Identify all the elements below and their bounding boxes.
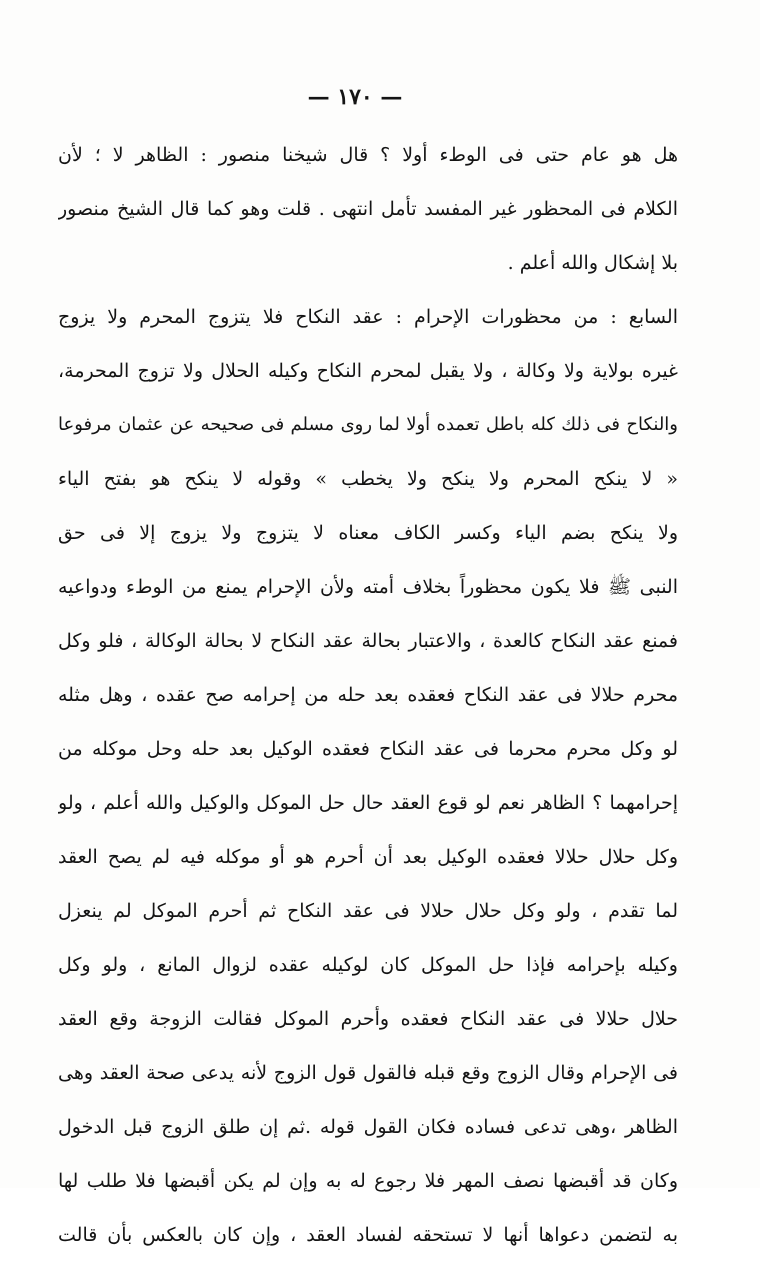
text-line: السابع : من محظورات الإحرام : عقد النكاح فلا يتزوج المحرم ولا يزوج <box>58 306 678 328</box>
text-line: فمنع عقد النكاح كالعدة ، والاعتبار بحالة عقد النكاح لا بحالة الوكالة ، فلو وكل <box>58 630 678 652</box>
text-line: محرم حلالا فى عقد النكاح فعقده بعد حله من إحرامه صح عقده ، وهل مثله <box>58 684 678 706</box>
text-line: والنكاح فى ذلك كله باطل تعمده أولا لما روى مسلم فى صحيحه عن عثمان مرفوعا <box>58 414 678 435</box>
text-line: وكل حلال حلالا فعقده الوكيل بعد أن أحرم هو أو موكله فيه لم يصح العقد <box>58 846 678 868</box>
text-line: غيره بولاية ولا وكالة ، ولا يقبل لمحرم النكاح وكيله الحلال ولا تزوج المحرمة، <box>58 360 678 382</box>
text-line: الكلام فى المحظور غير المفسد تأمل انتهى . قلت وهو كما قال الشيخ منصور <box>58 198 678 220</box>
text-line: إحرامهما ؟ الظاهر نعم لو قوع العقد حال حل الموكل والوكيل والله أعلم ، ولو <box>58 792 678 814</box>
page-number: — ١٧٠ — <box>307 84 403 110</box>
text-line: بلا إشكال والله أعلم . <box>507 252 678 274</box>
text-line: فى الإحرام وقال الزوج وقع قبله فالقول قول الزوج لأنه يدعى صحة العقد وهى <box>58 1062 678 1084</box>
text-line: النبى ﷺ فلا يكون محظوراً بخلاف أمته ولأن الإحرام يمنع من الوطء ودواعيه <box>58 576 678 598</box>
text-line: الظاهر ،وهى تدعى فساده فكان القول قوله .ثم إن طلق الزوج قبل الدخول <box>58 1116 678 1138</box>
text-line: وكان قد أقبضها نصف المهر فلا رجوع له به وإن لم يكن أقبضها فلا طلب لها <box>58 1170 678 1192</box>
text-line: ولا ينكح بضم الياء وكسر الكاف معناه لا يتزوج ولا يزوج إلا فى حق <box>58 522 678 544</box>
text-line: هل هو عام حتى فى الوطء أولا ؟ قال شيخنا منصور : الظاهر لا ؛ لأن <box>58 144 678 166</box>
text-line: « لا ينكح المحرم ولا ينكح ولا يخطب » وقوله لا ينكح هو بفتح الياء <box>58 468 678 490</box>
text-line: لو وكل محرم محرما فى عقد النكاح فعقده الوكيل بعد حله وحل موكله من <box>58 738 678 760</box>
body-text <box>58 128 678 1262</box>
text-line: به لتضمن دعواها أنها لا تستحقه لفساد العقد ، وإن كان بالعكس بأن قالت <box>58 1224 678 1246</box>
text-line: لما تقدم ، ولو وكل حلال حلالا فى عقد النكاح ثم أحرم الموكل لم ينعزل <box>58 900 678 922</box>
text-line: وكيله بإحرامه فإذا حل الموكل كان لوكيله عقده لزوال المانع ، ولو وكل <box>58 954 678 976</box>
text-line: حلال حلالا فى عقد النكاح فعقده وأحرم الموكل فقالت الزوجة وقع العقد <box>58 1008 678 1030</box>
